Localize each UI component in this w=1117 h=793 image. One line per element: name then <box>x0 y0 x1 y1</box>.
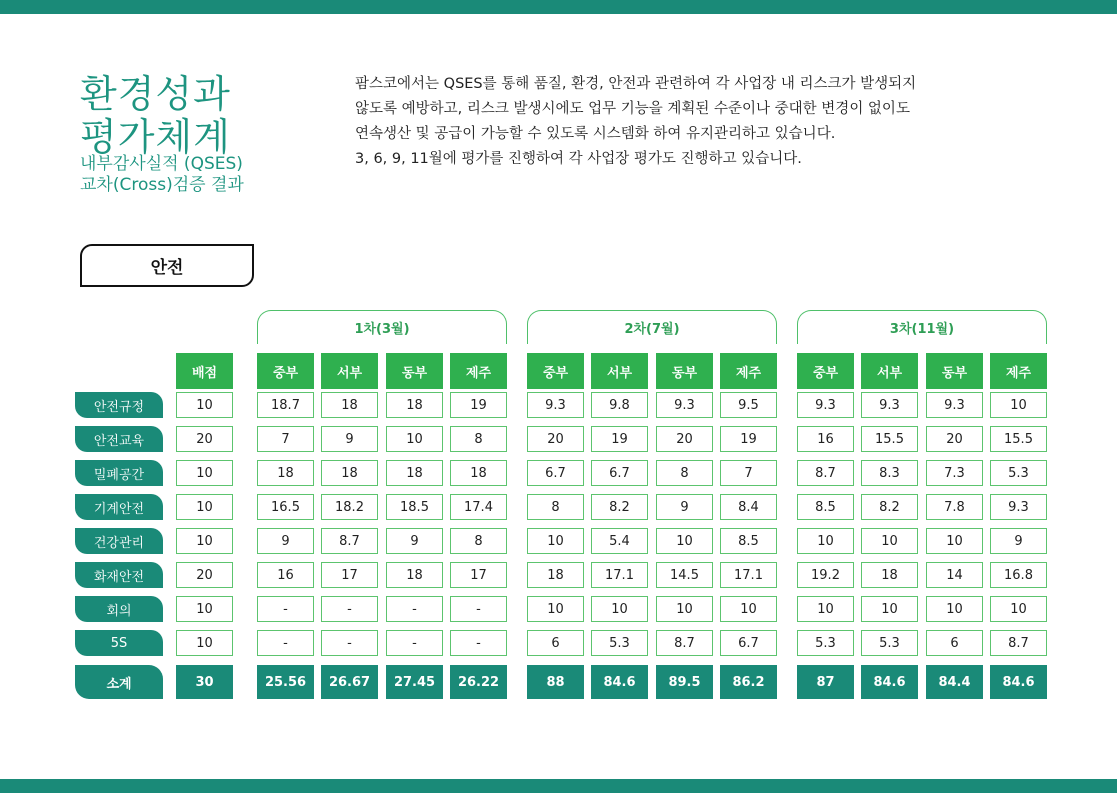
intro-line: 3, 6, 9, 11월에 평가를 진행하여 각 사업장 평가도 진행하고 있습니다. <box>355 151 802 167</box>
value-cell: 10 <box>656 596 713 622</box>
score-cell: 20 <box>176 426 233 452</box>
value-cell: 7 <box>720 460 777 486</box>
row-label: 건강관리 <box>75 528 163 554</box>
value-cell: 10 <box>656 528 713 554</box>
value-cell: 9 <box>257 528 314 554</box>
score-cell: 10 <box>176 494 233 520</box>
value-cell: 6 <box>527 630 584 656</box>
page-title-line-2: 평가체계 <box>80 115 231 159</box>
total-value-cell: 88 <box>527 665 584 699</box>
value-cell: 18 <box>386 460 443 486</box>
score-cell: 10 <box>176 630 233 656</box>
page-title-line-1: 환경성과 <box>80 72 231 116</box>
value-cell: 18 <box>386 562 443 588</box>
column-header-score: 배점 <box>176 353 233 389</box>
page-subtitle-line-1: 내부감사실적 (QSES) <box>80 154 243 174</box>
row-label: 안전교육 <box>75 426 163 452</box>
row-label: 5S <box>75 630 163 656</box>
value-cell: 10 <box>386 426 443 452</box>
value-cell: 8.3 <box>861 460 918 486</box>
column-header-region: 중부 <box>257 353 314 389</box>
value-cell: 5.3 <box>591 630 648 656</box>
column-header-region: 동부 <box>386 353 443 389</box>
value-cell: 10 <box>861 596 918 622</box>
row-label: 화재안전 <box>75 562 163 588</box>
value-cell: 16 <box>797 426 854 452</box>
total-value-cell: 84.6 <box>591 665 648 699</box>
value-cell: 8.7 <box>990 630 1047 656</box>
row-label: 회의 <box>75 596 163 622</box>
row-label: 밀폐공간 <box>75 460 163 486</box>
total-value-cell: 84.4 <box>926 665 983 699</box>
value-cell: 9.3 <box>527 392 584 418</box>
value-cell: 19.2 <box>797 562 854 588</box>
value-cell: 10 <box>527 596 584 622</box>
column-header-region: 동부 <box>656 353 713 389</box>
value-cell: 9 <box>386 528 443 554</box>
value-cell: 18 <box>450 460 507 486</box>
column-header-region: 제주 <box>450 353 507 389</box>
value-cell: 7.3 <box>926 460 983 486</box>
value-cell: - <box>257 630 314 656</box>
value-cell: 16 <box>257 562 314 588</box>
value-cell: 10 <box>990 392 1047 418</box>
total-value-cell: 25.56 <box>257 665 314 699</box>
value-cell: 10 <box>720 596 777 622</box>
total-value-cell: 84.6 <box>990 665 1047 699</box>
value-cell: 5.3 <box>797 630 854 656</box>
value-cell: 8.4 <box>720 494 777 520</box>
value-cell: - <box>386 630 443 656</box>
intro-paragraph <box>355 72 1035 172</box>
intro-line: 않도록 예방하고, 리스크 발생시에도 업무 기능을 계획된 수준이나 중대한 변경이 없이도 <box>355 101 910 117</box>
value-cell: 5.3 <box>990 460 1047 486</box>
value-cell: 15.5 <box>861 426 918 452</box>
value-cell: 17.1 <box>720 562 777 588</box>
value-cell: 8.2 <box>861 494 918 520</box>
value-cell: 9 <box>990 528 1047 554</box>
value-cell: 14.5 <box>656 562 713 588</box>
round-group-header: 3차(11월) <box>797 310 1047 344</box>
value-cell: 20 <box>527 426 584 452</box>
column-header-region: 서부 <box>861 353 918 389</box>
value-cell: 9.3 <box>861 392 918 418</box>
value-cell: - <box>321 630 378 656</box>
column-header-region: 동부 <box>926 353 983 389</box>
value-cell: 8.7 <box>797 460 854 486</box>
value-cell: 6.7 <box>720 630 777 656</box>
total-value-cell: 89.5 <box>656 665 713 699</box>
score-cell: 20 <box>176 562 233 588</box>
column-header-region: 제주 <box>990 353 1047 389</box>
value-cell: 17 <box>450 562 507 588</box>
total-score-cell: 30 <box>176 665 233 699</box>
total-value-cell: 84.6 <box>861 665 918 699</box>
row-label-total: 소계 <box>75 665 163 699</box>
column-header-region: 제주 <box>720 353 777 389</box>
value-cell: - <box>321 596 378 622</box>
value-cell: 8 <box>527 494 584 520</box>
value-cell: 20 <box>656 426 713 452</box>
row-label: 안전규정 <box>75 392 163 418</box>
page-subtitle-line-2: 교차(Cross)검증 결과 <box>80 175 244 195</box>
value-cell: 6.7 <box>591 460 648 486</box>
value-cell: 19 <box>591 426 648 452</box>
value-cell: 18 <box>527 562 584 588</box>
value-cell: 8.2 <box>591 494 648 520</box>
value-cell: 7.8 <box>926 494 983 520</box>
intro-line: 팜스코에서는 QSES를 통해 품질, 환경, 안전과 관련하여 각 사업장 내 리스크가 발생되지 <box>355 76 917 92</box>
value-cell: 7 <box>257 426 314 452</box>
total-value-cell: 87 <box>797 665 854 699</box>
value-cell: 8.7 <box>321 528 378 554</box>
value-cell: 9.3 <box>990 494 1047 520</box>
column-header-region: 중부 <box>527 353 584 389</box>
value-cell: 16.5 <box>257 494 314 520</box>
value-cell: - <box>257 596 314 622</box>
value-cell: 20 <box>926 426 983 452</box>
value-cell: 18 <box>861 562 918 588</box>
value-cell: 9.3 <box>926 392 983 418</box>
value-cell: 9 <box>656 494 713 520</box>
value-cell: 18 <box>257 460 314 486</box>
value-cell: 10 <box>926 596 983 622</box>
total-value-cell: 27.45 <box>386 665 443 699</box>
value-cell: 8.7 <box>656 630 713 656</box>
row-label: 기계안전 <box>75 494 163 520</box>
value-cell: 10 <box>797 596 854 622</box>
value-cell: 17 <box>321 562 378 588</box>
score-cell: 10 <box>176 460 233 486</box>
column-header-region: 서부 <box>591 353 648 389</box>
round-group-header: 2차(7월) <box>527 310 777 344</box>
value-cell: 6.7 <box>527 460 584 486</box>
score-cell: 10 <box>176 528 233 554</box>
value-cell: 10 <box>861 528 918 554</box>
value-cell: 18 <box>321 460 378 486</box>
value-cell: 9.3 <box>797 392 854 418</box>
value-cell: - <box>450 630 507 656</box>
value-cell: 16.8 <box>990 562 1047 588</box>
value-cell: 18.7 <box>257 392 314 418</box>
top-accent-bar <box>0 0 1117 14</box>
value-cell: 8 <box>450 528 507 554</box>
section-label-safety: 안전 <box>80 244 254 287</box>
value-cell: - <box>386 596 443 622</box>
value-cell: 10 <box>990 596 1047 622</box>
score-cell: 10 <box>176 392 233 418</box>
value-cell: 10 <box>527 528 584 554</box>
bottom-accent-bar <box>0 779 1117 793</box>
value-cell: 9.8 <box>591 392 648 418</box>
value-cell: 8 <box>656 460 713 486</box>
total-value-cell: 26.67 <box>321 665 378 699</box>
value-cell: 8.5 <box>797 494 854 520</box>
total-value-cell: 86.2 <box>720 665 777 699</box>
intro-line: 연속생산 및 공급이 가능할 수 있도록 시스템화 하여 유지관리하고 있습니다. <box>355 126 836 142</box>
value-cell: 18 <box>321 392 378 418</box>
value-cell: 8 <box>450 426 507 452</box>
value-cell: 18.2 <box>321 494 378 520</box>
value-cell: 10 <box>926 528 983 554</box>
value-cell: 15.5 <box>990 426 1047 452</box>
score-cell: 10 <box>176 596 233 622</box>
value-cell: - <box>450 596 507 622</box>
value-cell: 5.4 <box>591 528 648 554</box>
value-cell: 9 <box>321 426 378 452</box>
value-cell: 10 <box>591 596 648 622</box>
value-cell: 14 <box>926 562 983 588</box>
value-cell: 19 <box>450 392 507 418</box>
value-cell: 17.1 <box>591 562 648 588</box>
value-cell: 5.3 <box>861 630 918 656</box>
value-cell: 18.5 <box>386 494 443 520</box>
value-cell: 18 <box>386 392 443 418</box>
value-cell: 6 <box>926 630 983 656</box>
value-cell: 9.3 <box>656 392 713 418</box>
total-value-cell: 26.22 <box>450 665 507 699</box>
round-group-header: 1차(3월) <box>257 310 507 344</box>
value-cell: 19 <box>720 426 777 452</box>
column-header-region: 서부 <box>321 353 378 389</box>
column-header-region: 중부 <box>797 353 854 389</box>
value-cell: 17.4 <box>450 494 507 520</box>
value-cell: 9.5 <box>720 392 777 418</box>
value-cell: 8.5 <box>720 528 777 554</box>
value-cell: 10 <box>797 528 854 554</box>
